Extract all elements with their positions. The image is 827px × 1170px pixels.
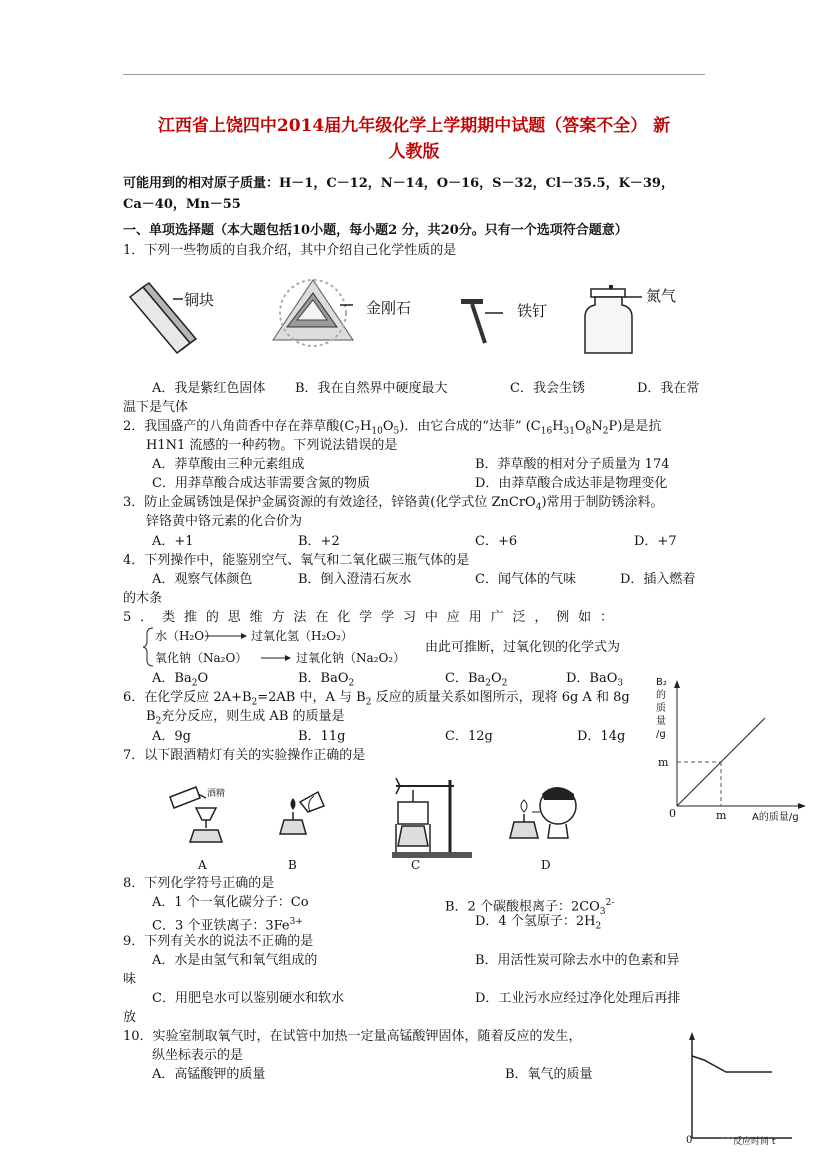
q3-option-a: A．+1 xyxy=(152,534,194,549)
q1-substance-illustrations xyxy=(125,275,715,365)
q3-stem-line1: 3．防止金属锈蚀是保护金属资源的有效途径，锌铬黄(化学式位 ZnCrO$_4$)常用于制防锈涂料。 xyxy=(123,495,664,513)
q7-label-b: B xyxy=(288,858,297,872)
q6-option-b: B．11g xyxy=(298,729,346,744)
q6-stem-line2: $B_2$充分反应，则生成 AB 的质量是 xyxy=(146,709,345,727)
atomic-mass-line1: 可能用到的相对原子质量：H－1，C－12，N－14，O－16，S－32，Cl－35.5，K－39， xyxy=(123,176,674,191)
q10-stem-line2: 纵坐标表示的是 xyxy=(152,1048,244,1063)
q5-option-c: C．$Ba_2O_2$ xyxy=(445,671,508,689)
q7-label-c: C xyxy=(411,858,421,872)
q10-option-a: A．高锰酸钾的质量 xyxy=(152,1067,266,1082)
q8-stem: 8．下列化学符号正确的是 xyxy=(123,876,275,891)
q10-option-b: B．氧气的质量 xyxy=(505,1067,593,1082)
q4-option-d-cont: 的木条 xyxy=(123,591,163,606)
q4-option-b: B．倒入澄清石灰水 xyxy=(298,572,412,587)
q5-conclusion: 由此可推断，过氧化钡的化学式为 xyxy=(425,640,621,655)
q9-option-c: C．用肥皂水可以鉴别硬水和软水 xyxy=(152,991,344,1006)
q1-stem: 1．下列一些物质的自我介绍，其中介绍自己化学性质的是 xyxy=(123,243,457,258)
q9-stem: 9．下列有关水的说法不正确的是 xyxy=(123,934,314,949)
q4-option-d: D．插入燃着 xyxy=(620,572,696,587)
q2-stem-line1: 2．我国盛产的八角茴香中存在莽草酸$(C_7H_{10}O_5)$．由它合成的“达菲” $(C_{16}H_{31}O_8N_2P)$是是抗 xyxy=(123,419,662,437)
q2-stem-line2: H1N1 流感的一种药物。下列说法错误的是 xyxy=(146,438,398,453)
q2-option-d: D．由莽草酸合成达菲是物理变化 xyxy=(475,476,668,491)
q8-option-a: A．1 个一氧化碳分子：Co xyxy=(152,895,309,910)
q6-graph-m-x: m xyxy=(716,809,727,822)
header-rule xyxy=(123,74,705,75)
q10-reaction-graph xyxy=(682,1030,812,1140)
iron-nail-label: 铁钉 xyxy=(517,302,548,320)
q9-option-b: B．用活性炭可除去水中的色素和异 xyxy=(475,953,680,968)
q1-option-c: C．我会生锈 xyxy=(510,381,585,396)
q4-option-a: A．观察气体颜色 xyxy=(152,572,253,587)
q2-option-b: B．莽草酸的相对分子质量为 174 xyxy=(475,457,670,472)
q9-option-b-cont: 味 xyxy=(123,972,137,987)
diamond-label: 金刚石 xyxy=(366,299,412,317)
q7-label-a: A xyxy=(198,858,207,872)
q5-option-a: A．$Ba_2O$ xyxy=(152,671,209,689)
q10-graph-origin: 0 xyxy=(686,1135,693,1146)
diamond-icon xyxy=(273,280,353,346)
q4-stem: 4．下列操作中，能鉴别空气、氧气和二氧化碳三瓶气体的是 xyxy=(123,553,470,568)
q6-graph-origin: 0 xyxy=(669,807,676,820)
q7-stem: 7．以下跟酒精灯有关的实验操作正确的是 xyxy=(123,748,366,763)
q10-stem-line1: 10．实验室制取氧气时，在试管中加热一定量高锰酸钾固体，随着反应的发生， xyxy=(123,1029,582,1044)
q3-option-d: D．+7 xyxy=(634,534,677,549)
copper-block-label: 铜块 xyxy=(184,291,215,309)
q7-alcohol-label: 酒精 xyxy=(207,789,226,799)
q8-option-c: C．3 个亚铁离子：$3Fe^{3+}$ xyxy=(152,917,303,934)
q2-option-a: A．莽草酸由三种元素组成 xyxy=(152,457,305,472)
q2-option-c: C．用莽草酸合成达菲需要含氮的物质 xyxy=(152,476,370,491)
q3-option-c: C．+6 xyxy=(475,534,518,549)
q1-option-a: A．我是紫红色固体 xyxy=(152,381,266,396)
q6-graph-xlabel: A的质量/g xyxy=(752,812,799,823)
q3-option-b: B．+2 xyxy=(298,534,340,549)
q9-option-a: A．水是由氢气和氧气组成的 xyxy=(152,953,318,968)
nitrogen-label: 氮气 xyxy=(646,287,677,305)
q3-stem-line2: 锌铬黄中铬元素的化合价为 xyxy=(146,514,303,529)
q5-stem: 5．类推的思维方法在化学学习中应用广泛，例如： xyxy=(123,610,622,625)
gas-bottle-icon xyxy=(585,285,632,353)
q6-graph-m-y: m xyxy=(658,756,669,769)
q4-option-c: C．闻气体的气味 xyxy=(475,572,576,587)
q5-water: 水（H₂O） xyxy=(155,629,217,643)
q10-graph-xlabel: 反应时间 t xyxy=(733,1137,776,1147)
q10-curve xyxy=(692,1056,772,1072)
q1-option-d-cont: 温下是气体 xyxy=(123,400,189,415)
q5-hydrogen-peroxide: 过氧化氢（H₂O₂） xyxy=(251,629,353,643)
section-heading: 一、单项选择题（本大题包括10小题，每小题2 分，共20分。只有一个选项符合题意） xyxy=(123,223,628,238)
q9-option-d-cont: 放 xyxy=(123,1010,137,1025)
q6-graph-ylabel: B₂ 的 质 量 /g xyxy=(656,677,667,740)
q1-option-b: B．我在自然界中硬度最大 xyxy=(295,381,448,396)
q5-sodium-peroxide: 过氧化钠（Na₂O₂） xyxy=(296,651,406,665)
q8-option-b: B．2 个碳酸根离子：$2CO_3^{2-}$ xyxy=(445,898,615,917)
q7-label-d: D xyxy=(541,858,551,872)
q1-option-d: D．我在常 xyxy=(637,381,700,396)
figure-d-blowing-icon xyxy=(510,787,576,838)
q8-option-d: D．4 个氢原子：$2H_2$ xyxy=(475,914,602,932)
q5-option-b: B．BaO$_2$ xyxy=(298,671,355,689)
figure-b-lighting-icon xyxy=(280,792,324,834)
page-title-line2: 人教版 xyxy=(388,142,440,162)
q6-mass-graph xyxy=(655,676,815,826)
page-title: 江西省上饶四中2014届九年级化学上学期期中试题（答案不全） 新 xyxy=(157,116,671,136)
figure-c-heating-icon xyxy=(392,778,472,858)
q5-option-d: D．BaO$_3$ xyxy=(566,671,624,689)
q6-option-c: C．12g xyxy=(445,729,493,744)
q9-option-d: D．工业污水应经过净化处理后再排 xyxy=(475,991,681,1006)
q6-option-a: A．9g xyxy=(152,729,191,744)
q6-stem-line1: 6．在化学反应 $2A+B_2=2AB$ 中，A 与 $B_2$ 反应的质量关系如图所示，现将 6g A 和 8g xyxy=(123,690,630,708)
q5-sodium-oxide: 氧化钠（Na₂O） xyxy=(155,651,248,665)
iron-nail-icon xyxy=(461,299,485,343)
q6-option-d: D．14g xyxy=(577,729,626,744)
atomic-mass-line2: Ca－40，Mn－55 xyxy=(123,197,241,212)
